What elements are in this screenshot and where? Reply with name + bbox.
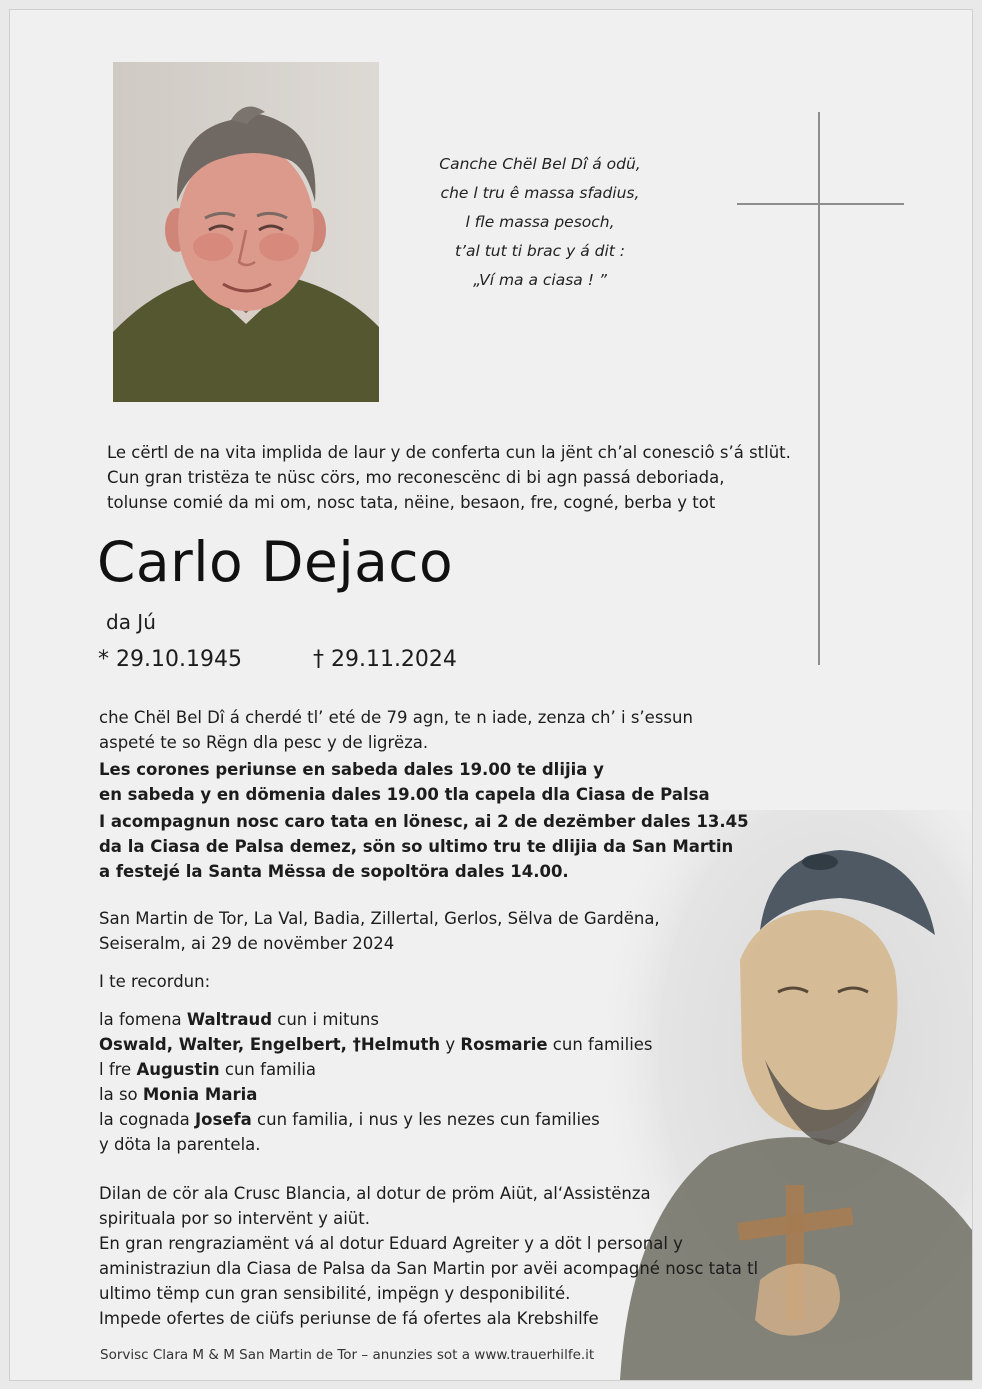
place-date-line: Seiseralm, ai 29 de novëmber 2024 xyxy=(99,934,395,953)
funeral-line: a festejé la Santa Mëssa de sopoltöra dales 14.00. xyxy=(99,862,569,881)
place-date-line: San Martin de Tor, La Val, Badia, Zillertal, Gerlos, Sëlva de Gardëna, xyxy=(99,909,660,928)
rosary-line: en sabeda y en dömenia dales 19.00 tla capela dla Ciasa de Palsa xyxy=(99,785,710,804)
birth-date: * 29.10.1945 xyxy=(98,647,242,672)
mourner-relatives: y döta la parentela. xyxy=(99,1135,261,1154)
intro-line: Cun gran tristëza te nüsc cörs, mo reconescënc di bi agn passá deboriada, xyxy=(107,468,725,487)
mourner-sister-in-law: la cognada Josefa cun familia, i nus y les nezes cun families xyxy=(99,1110,600,1129)
poem-line: „Ví ma a ciasa ! ” xyxy=(473,271,607,289)
intro-line: Le cërtl de na vita implida de laur y de conferta cun la jënt ch’al conesciô s’á stlüt. xyxy=(107,443,791,462)
footer-credit: Sorvisc Clara M & M San Martin de Tor – anunzies sot a www.trauerhilfe.it xyxy=(100,1347,595,1363)
funeral-line: I acompagnun nosc caro tata en lönesc, ai 2 de dezëmber dales 13.45 xyxy=(99,812,749,831)
cross-icon-horizontal xyxy=(737,203,904,205)
obituary-card xyxy=(9,9,973,1381)
thanks-line: ultimo tëmp cun gran sensibilité, impëgn y desponibilité. xyxy=(99,1284,571,1303)
message-line: aspeté te so Rëgn dla pesc y de ligrëza. xyxy=(99,733,429,752)
mourner-brother: l fre Augustin cun familia xyxy=(99,1060,316,1079)
cross-icon-vertical xyxy=(818,112,820,665)
mourner-wife: la fomena Waltraud cun i mituns xyxy=(99,1010,379,1029)
life-dates xyxy=(98,647,457,672)
poem-line: l fle massa pesoch, xyxy=(465,213,615,231)
intro-text xyxy=(107,440,827,515)
intro-line: tolunse comié da mi om, nosc tata, nëine, besaon, fre, cogné, berba y tot xyxy=(107,493,716,512)
funeral-line: da la Ciasa de Palsa demez, sön so ultimo tru te dlijia da San Martin xyxy=(99,837,734,856)
poem xyxy=(390,150,690,295)
poem-line: t’al tut ti brac y á dit : xyxy=(454,242,625,260)
thanks-line: spirituala por so intervënt y aiüt. xyxy=(99,1209,370,1228)
mourner-children: Oswald, Walter, Engelbert, †Helmuth y Rosmarie cun families xyxy=(99,1035,653,1054)
thanks-line: Impede ofertes de ciüfs periunse de fá ofertes ala Krebshilfe xyxy=(99,1309,599,1328)
thanks-line: Dilan de cör ala Crusc Blancia, al dotur de pröm Aiüt, al‘Assistënza xyxy=(99,1184,651,1203)
mourner-partner: la so Monia Maria xyxy=(99,1085,258,1104)
poem-line: Canche Chël Bel Dî á odü, xyxy=(439,155,641,173)
message-line: che Chël Bel Dî á cherdé tl’ eté de 79 agn, te n iade, zenza ch’ i s’essun xyxy=(99,708,693,727)
poem-line: che l tru ê massa sfadius, xyxy=(440,184,640,202)
rosary-line: Les corones periunse en sabeda dales 19.00 te dlijia y xyxy=(99,760,604,779)
portrait-photo xyxy=(113,62,379,402)
thanks-line: aministraziun dla Ciasa de Palsa da San Martin por avëi acompagné nosc tata tl xyxy=(99,1259,759,1278)
deceased-origin: da Jú xyxy=(106,610,156,634)
main-text xyxy=(99,705,799,1331)
death-date: † 29.11.2024 xyxy=(312,647,457,672)
thanks-line: En gran rengraziamënt vá al dotur Eduard Agreiter y a döt l personal y xyxy=(99,1234,683,1253)
deceased-name: Carlo Dejaco xyxy=(97,530,454,594)
mourners-intro: I te recordun: xyxy=(99,972,211,991)
